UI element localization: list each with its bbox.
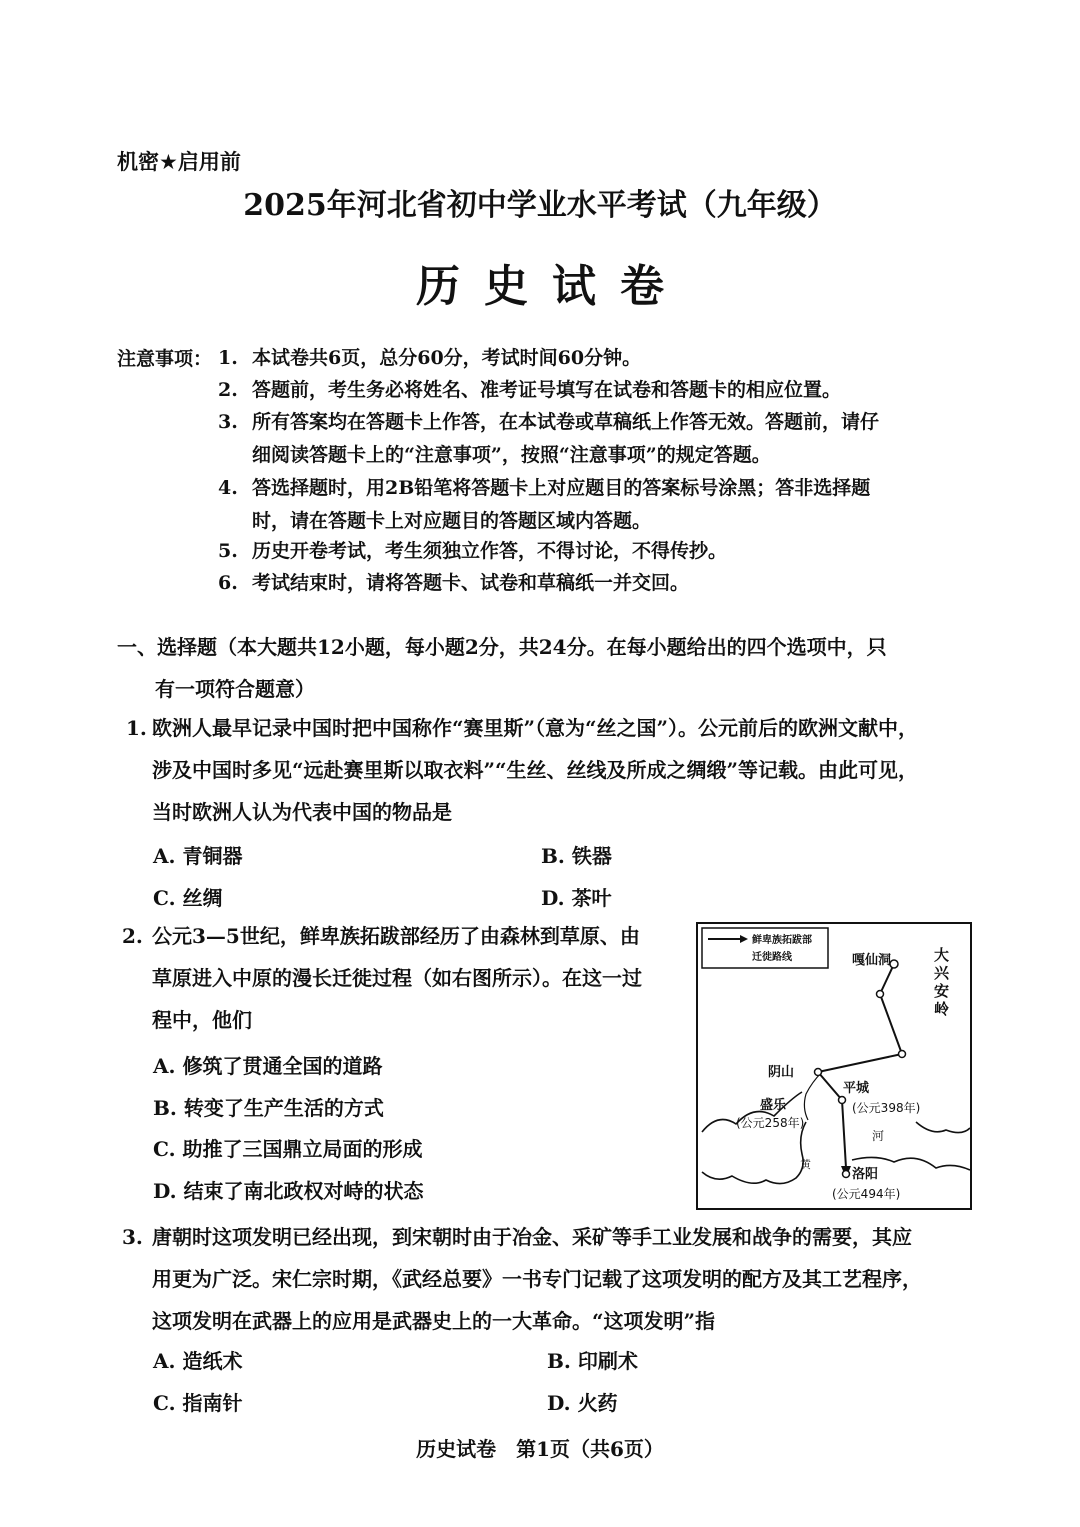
question-line: 草原进入中原的漫长迁徙过程（如右图所示）。在这一过	[152, 966, 642, 990]
place-label: 盛乐	[760, 1098, 787, 1113]
option-text: 指南针	[182, 1391, 243, 1415]
option-text: 青铜器	[182, 844, 243, 868]
place-label: 河	[872, 1129, 885, 1143]
notice-item	[218, 406, 972, 472]
notice-item-text: 历史开卷考试，考生须独立作答，不得讨论，不得传抄。	[252, 540, 728, 562]
notice-item	[218, 535, 972, 568]
notice-item-text: 本试卷共6页，总分60分，考试时间60分钟。	[252, 347, 642, 369]
notice-item-number: 3.	[218, 411, 238, 433]
notice-item	[218, 374, 972, 407]
route-point-marker	[877, 991, 884, 998]
place-label: 岭	[934, 1000, 950, 1018]
option-text: 转变了生产生活的方式	[183, 1096, 384, 1120]
place-label: 安	[934, 982, 950, 1000]
pingcheng-marker	[839, 1097, 846, 1104]
option-text: 丝绸	[182, 886, 223, 910]
place-label: 洛阳	[852, 1167, 879, 1182]
place-label: (公元258年)	[736, 1116, 805, 1130]
question-line: 欧洲人最早记录中国时把中国称作“赛里斯”（意为“丝之国”）。公元前后的欧洲文献中，	[152, 716, 919, 740]
confidential-label: 机密★启用前	[117, 150, 241, 174]
option-label: B.	[547, 1349, 571, 1373]
option-a	[153, 1345, 242, 1374]
option-text: 结束了南北政权对峙的状态	[183, 1179, 424, 1203]
option-text: 修筑了贯通全国的道路	[182, 1054, 383, 1078]
section-heading-line: 一、选择题（本大题共12小题，每小题2分，共24分。在每小题给出的四个选项中，只	[117, 635, 887, 659]
place-label: (公元398年)	[852, 1101, 921, 1115]
option-text: 茶叶	[571, 886, 612, 910]
option-label: D.	[547, 1391, 571, 1415]
option-d	[547, 1387, 618, 1416]
paper-title: 历史试卷	[416, 261, 688, 312]
notice-item	[218, 472, 972, 538]
notice-item-text: 答选择题时，用2B铅笔将答题卡上对应题目的答案标号涂黑；答非选择题	[252, 477, 871, 499]
notice-item-text: 考试结束时，请将答题卡、试卷和草稿纸一并交回。	[252, 572, 690, 594]
place-label: (公元494年)	[832, 1187, 901, 1201]
notice-item	[218, 567, 972, 600]
option-label: B.	[153, 1096, 177, 1120]
route-point-marker	[899, 1051, 906, 1058]
notice-label: 注意事项：	[117, 348, 213, 370]
option-label: D.	[541, 886, 565, 910]
option-c	[153, 882, 223, 911]
option-text: 印刷术	[577, 1349, 638, 1373]
question-number: 1.	[126, 716, 147, 740]
luoyang-marker	[843, 1171, 850, 1178]
option-label: A.	[153, 1054, 176, 1078]
gaxian-cave-marker	[890, 960, 898, 968]
notice-item-text: 时，请在答题卡上对应题目的答题区域内答题。	[252, 510, 652, 532]
exam-title: 2025年河北省初中学业水平考试（九年级）	[243, 188, 837, 223]
place-label: 嘎仙洞	[852, 953, 892, 968]
place-label: 平城	[843, 1081, 870, 1096]
notice-item-number: 5.	[218, 540, 238, 562]
option-text: 火药	[577, 1391, 618, 1415]
option-label: A.	[153, 844, 176, 868]
notice-item-number: 2.	[218, 379, 238, 401]
question-number: 3.	[122, 1225, 143, 1249]
question-number: 2.	[122, 924, 143, 948]
notice-item-text: 细阅读答题卡上的“注意事项”，按照“注意事项”的规定答题。	[252, 444, 771, 466]
option-label: C.	[153, 886, 176, 910]
question-line: 涉及中国时多见“远赴赛里斯以取衣料”“生丝、丝线及所成之绸缎”等记载。由此可见，	[152, 758, 919, 782]
map-frame	[697, 923, 971, 1209]
option-text: 造纸术	[182, 1349, 243, 1373]
question-line: 公元3—5世纪，鲜卑族拓跋部经历了由森林到草原、由	[152, 924, 640, 948]
question-3	[122, 1216, 982, 1342]
place-label: 兴	[934, 964, 950, 982]
option-label: D.	[153, 1179, 177, 1203]
option-label: C.	[153, 1391, 176, 1415]
legend-text: 鲜卑族拓跋部	[752, 935, 812, 946]
option-c	[153, 1387, 243, 1416]
option-a	[153, 1050, 382, 1079]
section-heading	[117, 626, 977, 710]
notice-item-number: 1.	[218, 347, 238, 369]
option-text: 助推了三国鼎立局面的形成	[182, 1137, 423, 1161]
option-label: A.	[153, 1349, 176, 1373]
option-label: C.	[153, 1137, 176, 1161]
option-b	[153, 1092, 384, 1121]
shengle-marker	[815, 1069, 822, 1076]
question-line: 程中，他们	[152, 1008, 252, 1032]
option-a	[153, 840, 242, 869]
question-line: 当时欧洲人认为代表中国的物品是	[152, 800, 452, 824]
notice-item-number: 6.	[218, 572, 238, 594]
option-d	[541, 882, 612, 911]
option-b	[547, 1345, 638, 1374]
option-c	[153, 1133, 423, 1162]
question-line: 唐朝时这项发明已经出现，到宋朝时由于冶金、采矿等手工业发展和战争的需要，其应	[152, 1225, 912, 1249]
notice-item-text: 答题前，考生务必将姓名、准考证号填写在试卷和答题卡的相应位置。	[252, 379, 842, 401]
legend-text: 迁徙路线	[752, 952, 792, 963]
place-label: 大	[934, 946, 950, 964]
section-heading-line: 有一项符合题意）	[155, 677, 315, 701]
option-d	[153, 1175, 424, 1204]
option-text: 铁器	[571, 844, 612, 868]
notice-item-number: 4.	[218, 477, 238, 499]
question-line: 用更为广泛。宋仁宗时期，《武经总要》一书专门记载了这项发明的配方及其工艺程序，	[152, 1267, 922, 1291]
page-footer: 历史试卷 第1页（共6页）	[416, 1437, 664, 1461]
migration-map	[696, 922, 972, 1210]
option-b	[541, 840, 612, 869]
question-line: 这项发明在武器上的应用是武器史上的一大革命。“这项发明”指	[152, 1309, 716, 1333]
option-label: B.	[541, 844, 565, 868]
notice-item	[218, 342, 972, 375]
place-label: 黄	[800, 1158, 811, 1171]
question-2	[122, 915, 692, 1041]
notice-item-text: 所有答案均在答题卡上作答，在本试卷或草稿纸上作答无效。答题前，请仔	[252, 411, 880, 433]
question-1	[126, 707, 986, 833]
place-label: 阴山	[768, 1065, 795, 1080]
